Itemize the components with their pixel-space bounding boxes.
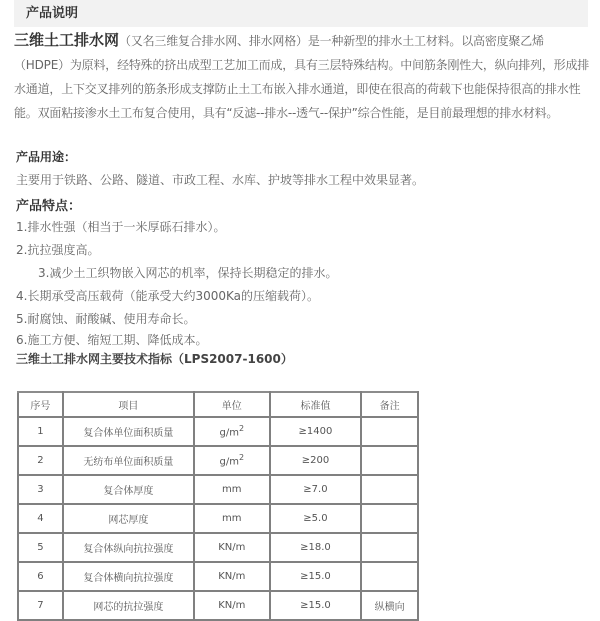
cell-standard: ≥18.0: [270, 533, 362, 562]
cell-unit: mm: [194, 504, 270, 533]
cell-note: 纵横向: [361, 591, 418, 620]
usage-text: 主要用于铁路、公路、隧道、市政工程、水库、护坡等排水工程中效果显著。: [16, 173, 425, 187]
features-heading: 产品特点：: [16, 199, 82, 214]
cell-no: 2: [18, 446, 63, 475]
header-no: 序号: [18, 392, 63, 417]
cell-note: [361, 446, 418, 475]
intro-lead-term: 三维土工排水网: [14, 31, 120, 49]
cell-item: 网芯的抗拉强度: [63, 591, 194, 620]
cell-note: [361, 475, 418, 504]
cell-unit: [194, 417, 270, 446]
table-row: [18, 533, 418, 562]
table-row: [18, 446, 418, 475]
unit-superscript: 2: [238, 424, 245, 434]
spec-table: [17, 391, 419, 621]
table-row: [18, 504, 418, 533]
header-note: 备注: [361, 392, 418, 417]
cell-no: 7: [18, 591, 63, 620]
table-row: [18, 591, 418, 620]
table-row: [18, 562, 418, 591]
cell-unit: mm: [194, 475, 270, 504]
intro-body-text: （又名三维复合排水网、排水网格）是一种新型的排水土工材料。以高密度聚乙烯（HDPE）为原料，经特殊的挤出成型工艺加工而成，具有三层特殊结构。中间筋条刚性大，纵向排列，形成排水通道，上下交叉排列的筋条形成支撑防止土工布嵌入排水通道，即使在很高的荷载下也能保持很高的排水性能。双面粘接渗水土工布复合使用，具有“反滤--排水--透气--保护”综合性能，是目前最理想的排水材料。: [14, 34, 590, 120]
feature-item-3: 3.减少土工织物嵌入网芯的机率，保持长期稳定的排水。: [38, 266, 338, 280]
cell-standard: ≥15.0: [270, 591, 362, 620]
cell-no: 3: [18, 475, 63, 504]
feature-item-5: 5.耐腐蚀、耐酸碱、使用寿命长。: [16, 312, 196, 326]
cell-standard: ≥7.0: [270, 475, 362, 504]
feature-item-4: 4.长期承受高压载荷（能承受大约3000Ka的压缩载荷）。: [16, 289, 320, 303]
unit-text: g/m: [219, 456, 239, 468]
unit-superscript: 2: [238, 453, 245, 463]
cell-item: 复合体厚度: [63, 475, 194, 504]
cell-note: [361, 417, 418, 446]
cell-note: [361, 533, 418, 562]
cell-item: 复合体纵向抗拉强度: [63, 533, 194, 562]
cell-no: 4: [18, 504, 63, 533]
cell-standard: ≥15.0: [270, 562, 362, 591]
cell-unit: KN/m: [194, 562, 270, 591]
feature-item-2: 2.抗拉强度高。: [16, 243, 100, 257]
cell-no: 5: [18, 533, 63, 562]
header-unit: 单位: [194, 392, 270, 417]
cell-standard: ≥200: [270, 446, 362, 475]
feature-item-1: 1.排水性强（相当于一米厚砾石排水）。: [16, 220, 226, 234]
cell-standard: ≥1400: [270, 417, 362, 446]
cell-unit: KN/m: [194, 533, 270, 562]
cell-note: [361, 562, 418, 591]
cell-item: 无纺布单位面积质量: [63, 446, 194, 475]
unit-text: g/m: [219, 427, 239, 439]
cell-unit: [194, 446, 270, 475]
table-row: [18, 475, 418, 504]
cell-item: 网芯厚度: [63, 504, 194, 533]
spec-table-title: 三维土工排水网主要技术指标（LPS2007-1600）: [16, 352, 293, 366]
feature-item-6: 6.施工方便、缩短工期、降低成本。: [16, 333, 208, 347]
header-item: 项目: [63, 392, 194, 417]
table-row: [18, 417, 418, 446]
cell-standard: ≥5.0: [270, 504, 362, 533]
usage-heading: 产品用途：: [16, 150, 77, 164]
header-standard: 标准值: [270, 392, 362, 417]
cell-no: 6: [18, 562, 63, 591]
intro-paragraph: [14, 28, 590, 125]
table-header-row: [18, 392, 418, 417]
cell-no: 1: [18, 417, 63, 446]
cell-item: 复合体横向抗拉强度: [63, 562, 194, 591]
cell-note: [361, 504, 418, 533]
cell-item: 复合体单位面积质量: [63, 417, 194, 446]
section-header-product-description: 产品说明: [14, 0, 588, 27]
cell-unit: KN/m: [194, 591, 270, 620]
